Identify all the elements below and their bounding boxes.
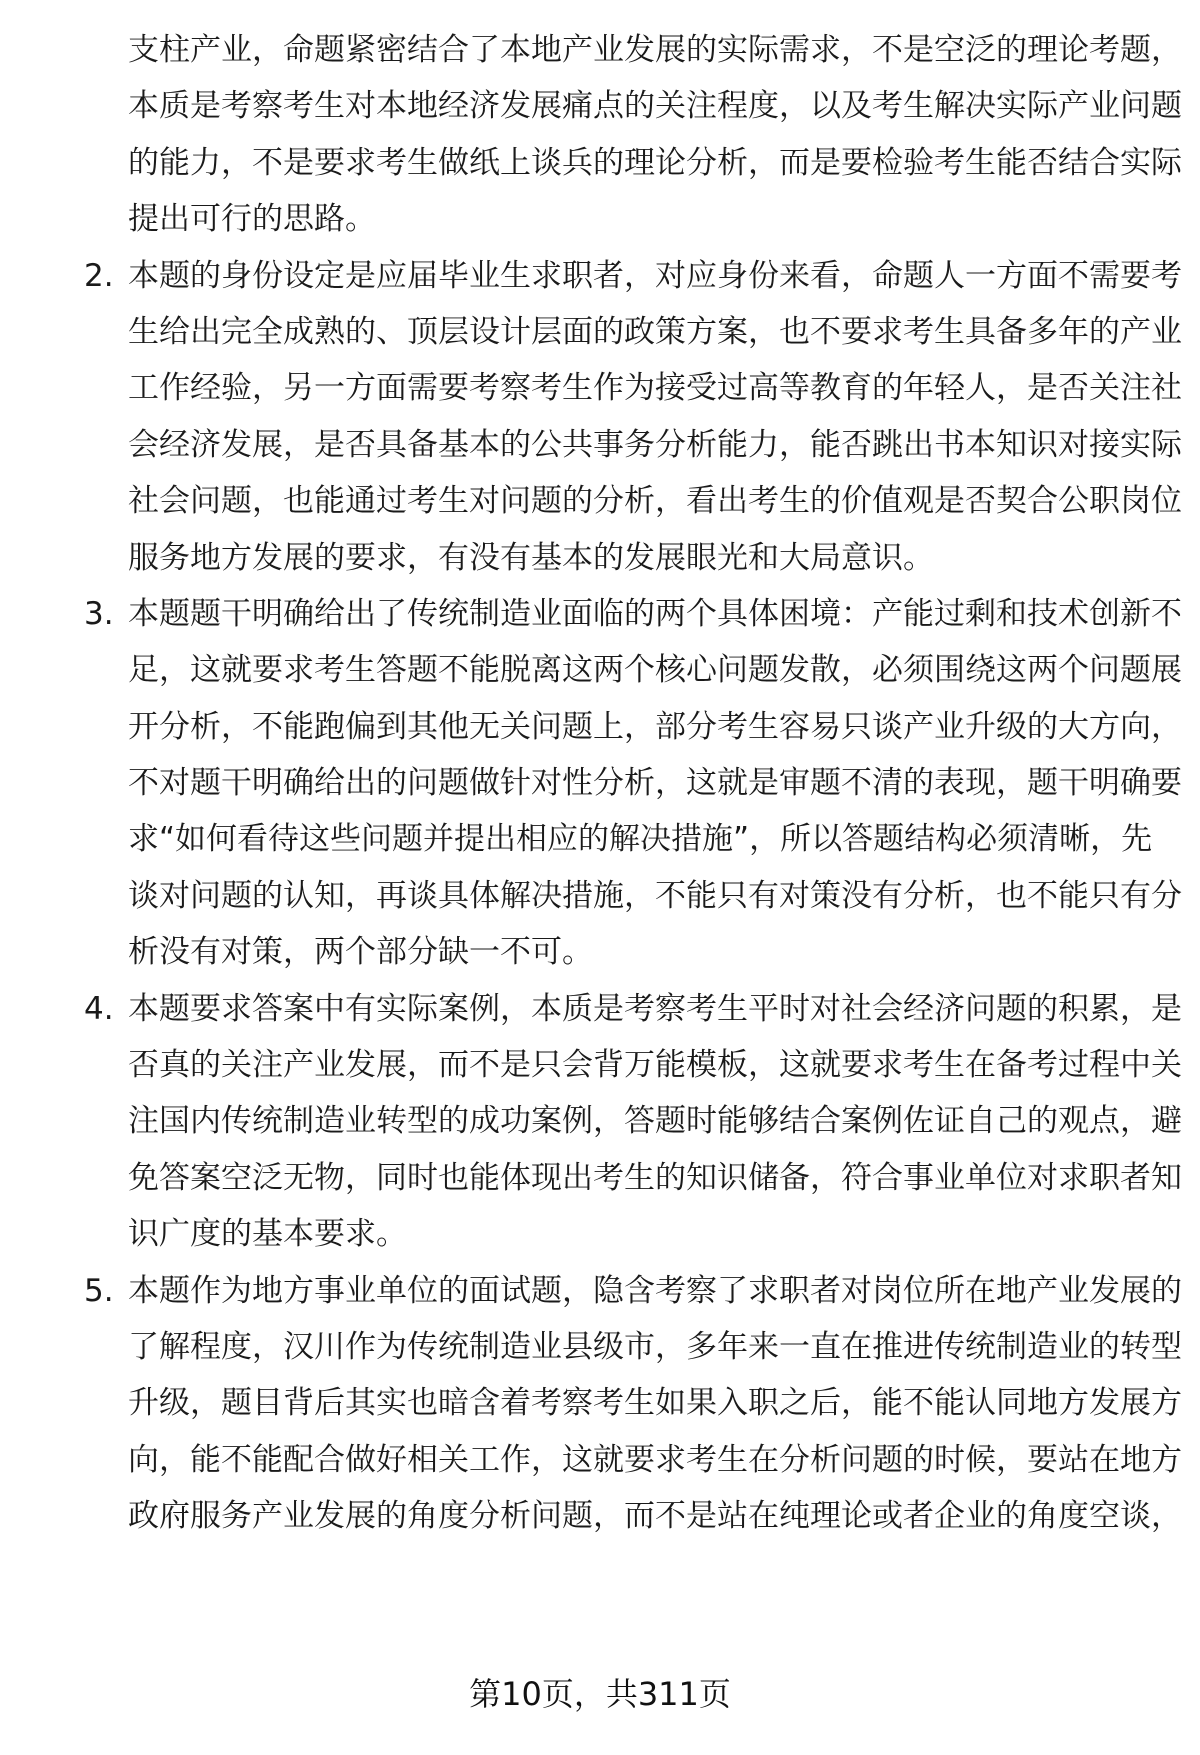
paragraph-text: 升级，题目背后其实也暗含着考察考生如果入职之后，能不能认同地方发展方 (128, 1385, 1182, 1422)
paragraph-text: 社会问题，也能通过考生对问题的分析，看出考生的价值观是否契合公职岗位 (128, 483, 1182, 520)
paragraph-text: 的能力，不是要求考生做纸上谈兵的理论分析，而是要检验考生能否结合实际 (128, 144, 1182, 181)
text-line (0, 135, 1200, 191)
text-line (0, 417, 1200, 473)
paragraph-text: 本题要求答案中有实际案例，本质是考察考生平时对社会经济问题的积累，是 (128, 990, 1182, 1027)
page-number-footer: 第10页，共311页 (469, 1675, 731, 1713)
text-line (0, 22, 1200, 78)
text-line (0, 78, 1200, 134)
list-item-number: 4. (84, 990, 114, 1027)
text-line (0, 1375, 1200, 1431)
paragraph-text: 求“如何看待这些问题并提出相应的解决措施”，所以答题结构必须清晰，先 (128, 821, 1153, 858)
text-line (0, 191, 1200, 247)
text-line (0, 1432, 1200, 1488)
paragraph-text: 本质是考察考生对本地经济发展痛点的关注程度，以及考生解决实际产业问题 (128, 88, 1182, 125)
text-line (0, 1206, 1200, 1262)
paragraph-text: 会经济发展，是否具备基本的公共事务分析能力，能否跳出书本知识对接实际 (128, 426, 1182, 463)
list-item-number: 3. (84, 595, 114, 632)
list-item-number: 2. (84, 257, 114, 294)
paragraph-text: 了解程度，汉川作为传统制造业县级市，多年来一直在推进传统制造业的转型 (128, 1328, 1182, 1365)
text-line (0, 1093, 1200, 1149)
text-line (0, 1037, 1200, 1093)
paragraph-text: 服务地方发展的要求，有没有基本的发展眼光和大局意识。 (128, 539, 934, 576)
paragraph-text: 本题题干明确给出了传统制造业面临的两个具体困境：产能过剩和技术创新不 (128, 595, 1182, 632)
paragraph-text: 提出可行的思路。 (128, 201, 376, 238)
paragraph-text: 本题作为地方事业单位的面试题，隐含考察了求职者对岗位所在地产业发展的 (128, 1272, 1182, 1309)
text-line (0, 473, 1200, 529)
paragraph-text: 支柱产业，命题紧密结合了本地产业发展的实际需求，不是空泛的理论考题， (128, 32, 1182, 68)
paragraph-text: 工作经验，另一方面需要考察考生作为接受过高等教育的年轻人，是否关注社 (128, 370, 1182, 407)
text-line (0, 981, 1200, 1037)
text-line (0, 304, 1200, 360)
text-line (0, 360, 1200, 416)
text-line (0, 1319, 1200, 1375)
text-line (0, 642, 1200, 698)
text-line (0, 868, 1200, 924)
paragraph-text: 生给出完全成熟的、顶层设计层面的政策方案，也不要求考生具备多年的产业 (128, 313, 1182, 350)
text-line (0, 924, 1200, 980)
paragraph-text: 注国内传统制造业转型的成功案例，答题时能够结合案例佐证自己的观点，避 (128, 1103, 1182, 1140)
paragraph-text: 识广度的基本要求。 (128, 1216, 407, 1253)
text-line (0, 1263, 1200, 1319)
paragraph-text: 否真的关注产业发展，而不是只会背万能模板，这就要求考生在备考过程中关 (128, 1047, 1182, 1084)
text-line (0, 248, 1200, 304)
paragraph-text: 析没有对策，两个部分缺一不可。 (128, 934, 593, 971)
paragraph-text: 政府服务产业发展的角度分析问题，而不是站在纯理论或者企业的角度空谈， (128, 1498, 1182, 1535)
paragraph-text: 免答案空泛无物，同时也能体现出考生的知识储备，符合事业单位对求职者知 (128, 1159, 1182, 1196)
text-line (0, 811, 1200, 867)
paragraph-text: 不对题干明确给出的问题做针对性分析，这就是审题不清的表现，题干明确要 (128, 765, 1182, 802)
text-line (0, 755, 1200, 811)
list-item-number: 5. (84, 1272, 114, 1309)
text-line (0, 530, 1200, 586)
paragraph-text: 开分析，不能跑偏到其他无关问题上，部分考生容易只谈产业升级的大方向， (128, 708, 1182, 745)
paragraph-text: 本题的身份设定是应届毕业生求职者，对应身份来看，命题人一方面不需要考 (128, 257, 1182, 294)
paragraph-text: 谈对问题的认知，再谈具体解决措施，不能只有对策没有分析，也不能只有分 (128, 877, 1182, 914)
paragraph-text: 足，这就要求考生答题不能脱离这两个核心问题发散，必须围绕这两个问题展 (128, 652, 1182, 689)
text-line (0, 1488, 1200, 1544)
text-line (0, 1150, 1200, 1206)
document-body (0, 22, 1200, 1545)
paragraph-text: 向，能不能配合做好相关工作，这就要求考生在分析问题的时候，要站在地方 (128, 1441, 1182, 1478)
text-line (0, 586, 1200, 642)
text-line (0, 699, 1200, 755)
